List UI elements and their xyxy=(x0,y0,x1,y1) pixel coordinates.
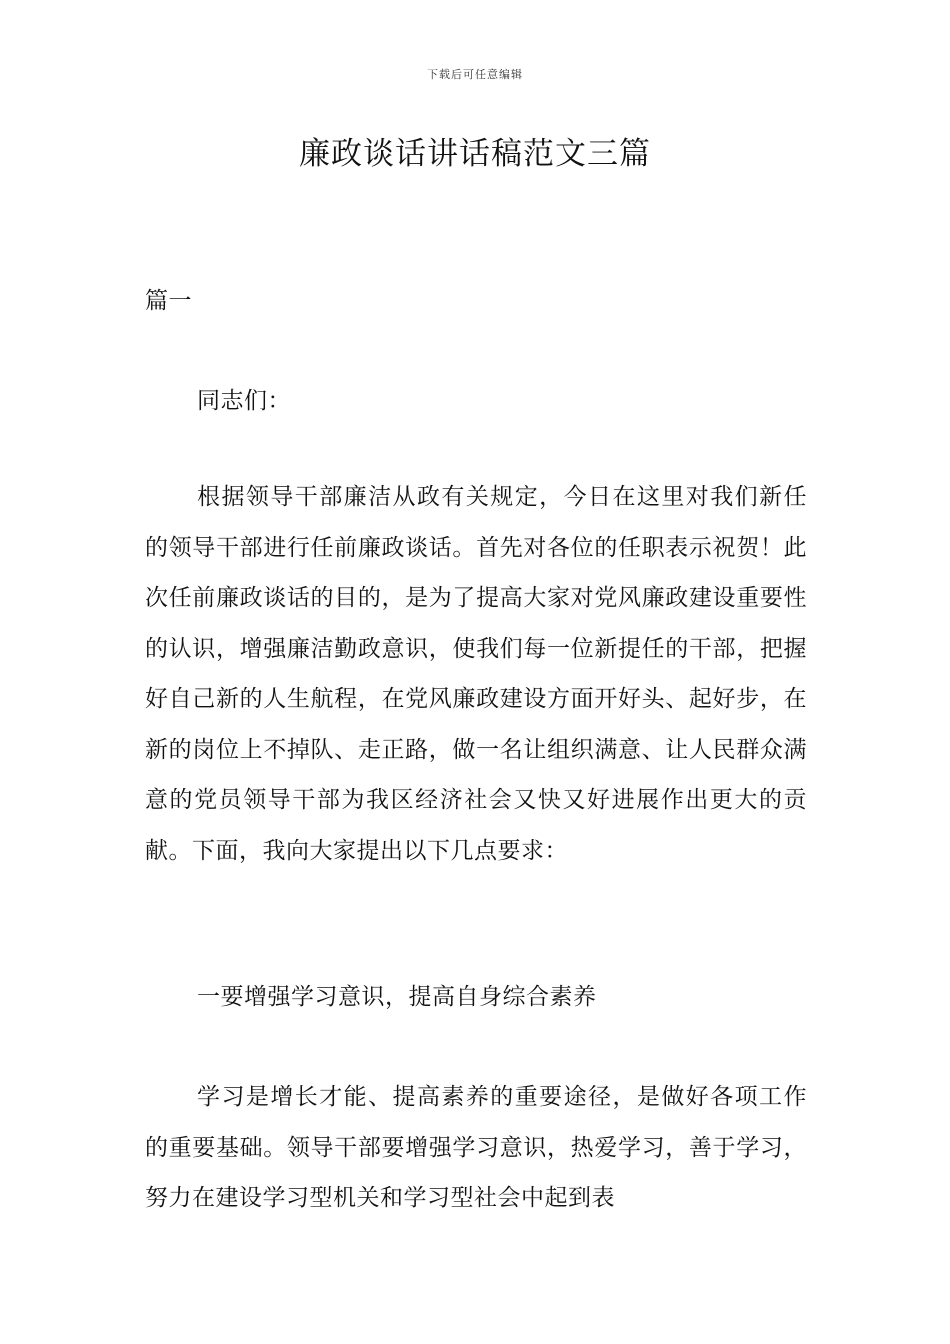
paragraph-1: 根据领导干部廉洁从政有关规定，今日在这里对我们新任的领导干部进行任前廉政谈话。首先对各位的任职表示祝贺！此次任前廉政谈话的目的，是为了提高大家对党风廉政建设重要性的认识，增强廉洁勤政意识，使我们每一位新提任的干部，把握好自己新的人生航程，在党风廉政建设方面开好头、起好步，在新的岗位上不掉队、走正路，做一名让组织满意、让人民群众满意的党员领导干部为我区经济社会又快又好进展作出更大的贡献。下面，我向大家提出以下几点要求： xyxy=(145,484,807,864)
page-title: 廉政谈话讲话稿范文三篇 xyxy=(299,136,651,172)
header-note: 下载后可任意编辑 xyxy=(427,68,523,81)
section-heading-1: 一要增强学习意识，提高自身综合素养 xyxy=(197,984,597,1010)
salutation: 同志们： xyxy=(197,388,291,414)
section-label: 篇一 xyxy=(145,288,192,314)
paragraph-2: 学习是增长才能、提高素养的重要途径，是做好各项工作的重要基础。领导干部要增强学习意识，热爱学习，善于学习，努力在建设学习型机关和学习型社会中起到表 xyxy=(145,1084,807,1211)
